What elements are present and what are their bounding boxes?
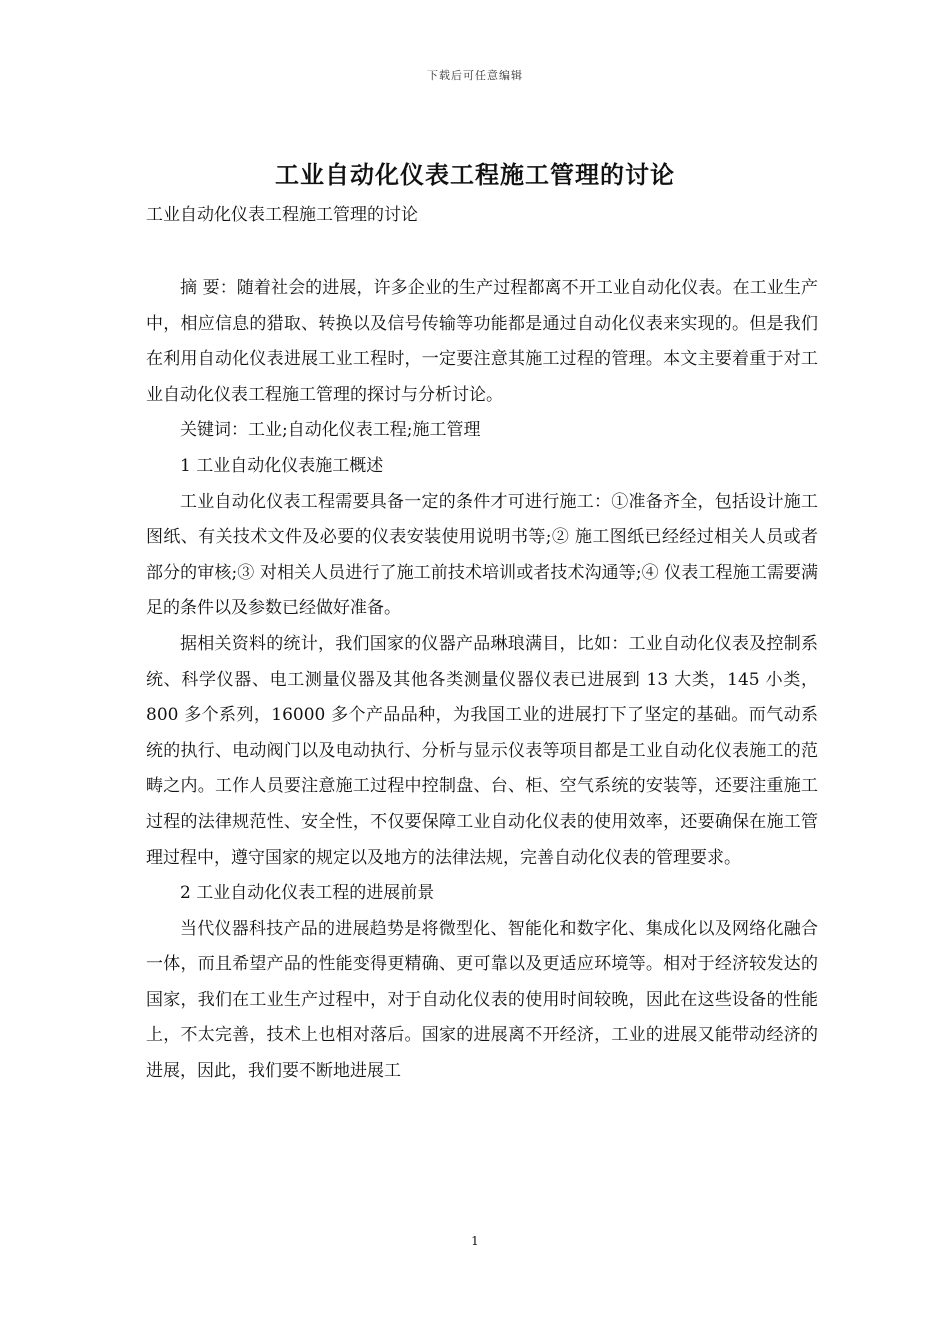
document-body [146, 271, 818, 1090]
section-heading-1: 1 工业自动化仪表施工概述 [180, 455, 384, 476]
page-header-note: 下载后可任意编辑 [427, 69, 523, 82]
page-number: 1 [471, 1234, 479, 1248]
section-heading-2: 2 工业自动化仪表工程的进展前景 [180, 883, 435, 904]
body-paragraph: 当代仪器科技产品的进展趋势是将微型化、智能化和数字化、集成化以及网络化融合一体，而且希望产品的性能变得更精确、更可靠以及更适应环境等。相对于经济较发达的国家，我们在工业生产过程中，对于自动化仪表的使用时间较晚，因此在这些设备的性能上，不太完善，技术上也相对落后。国家的进展离不开经济，工业的进展又能带动经济的进展，因此，我们要不断地进展工 [146, 918, 818, 1082]
document-subtitle: 工业自动化仪表工程施工管理的讨论 [146, 205, 418, 225]
body-paragraph: 据相关资料的统计，我们国家的仪器产品琳琅满目，比如：工业自动化仪表及控制系统、科学仪器、电工测量仪器及其他各类测量仪器仪表已进展到 13 大类，145 小类，800 多个系列，16000 多个产品品种，为我国工业的进展打下了坚定的基础。而气动系统的执行、电动阀门以及电动执行、分析与显示仪表等项目都是工业自动化仪表施工的范畴之内。工作人员要注意施工过程中控制盘、台、柜、空气系统的安装等，还要注重施工过程的法律规范性、安全性，不仅要保障工业自动化仪表的使用效率，还要确保在施工管理过程中，遵守国家的规定以及地方的法律法规，完善自动化仪表的管理要求。 [146, 633, 818, 868]
keywords-paragraph: 关键词：工业;自动化仪表工程;施工管理 [180, 420, 481, 441]
document-title: 工业自动化仪表工程施工管理的讨论 [275, 160, 675, 189]
body-paragraph: 工业自动化仪表工程需要具备一定的条件才可进行施工：①准备齐全，包括设计施工图纸、有关技术文件及必要的仪表安装使用说明书等;② 施工图纸已经经过相关人员或者部分的审核;③ 对相关人员进行了施工前技术培训或者技术沟通等;④ 仪表工程施工需要满足的条件以及参数已经做好准备。 [146, 491, 818, 619]
abstract-paragraph: 摘 要：随着社会的进展，许多企业的生产过程都离不开工业自动化仪表。在工业生产中，相应信息的猎取、转换以及信号传输等功能都是通过自动化仪表来实现的。但是我们在利用自动化仪表进展工业工程时，一定要注意其施工过程的管理。本文主要着重于对工业自动化仪表工程施工管理的探讨与分析讨论。 [146, 278, 818, 405]
